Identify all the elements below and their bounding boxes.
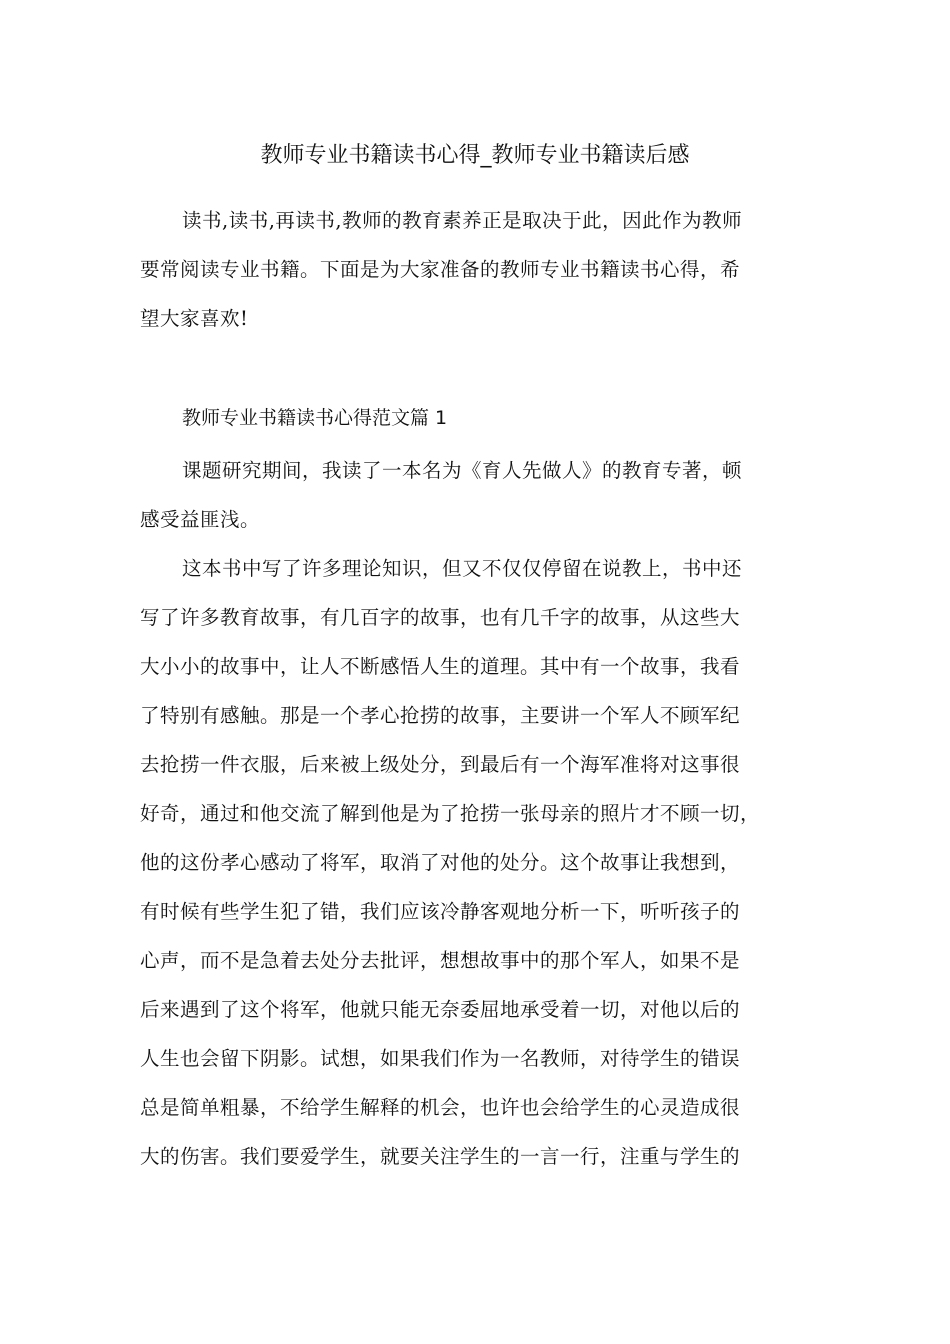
text-line: 写了许多教育故事，有几百字的故事，也有几千字的故事，从这些大: [140, 606, 741, 629]
text-line: 了特别有感触。那是一个孝心抢捞的故事，主要讲一个军人不顾军纪: [140, 704, 741, 727]
text-line: 读书,读书,再读书,教师的教育素养正是取决于此，因此作为教师: [182, 209, 743, 232]
text-line: 后来遇到了这个将军，他就只能无奈委屈地承受着一切，对他以后的: [140, 998, 741, 1021]
text-line: 总是简单粗暴，不给学生解释的机会，也许也会给学生的心灵造成很: [140, 1096, 741, 1119]
text-line: 望大家喜欢!: [140, 307, 249, 330]
text-line: 大的伤害。我们要爱学生，就要关注学生的一言一行，注重与学生的: [140, 1145, 741, 1168]
section-heading: 教师专业书籍读书心得范文篇 1: [182, 407, 448, 429]
text-line: 感受益匪浅。: [140, 508, 261, 531]
paragraph-1: [140, 446, 820, 544]
text-line: 课题研究期间，我读了一本名为《育人先做人》的教育专著，顿: [182, 459, 743, 482]
text-line: 去抢捞一件衣服，后来被上级处分，到最后有一个海军准将对这事很: [140, 753, 741, 776]
text-line: 他的这份孝心感动了将军，取消了对他的处分。这个故事让我想到，: [140, 851, 741, 874]
text-line: 这本书中写了许多理论知识，但又不仅仅停留在说教上，书中还: [182, 557, 743, 580]
text-line: 好奇，通过和他交流了解到他是为了抢捞一张母亲的照片才不顾一切，: [140, 802, 761, 825]
intro-paragraph: [140, 196, 820, 343]
paragraph-2: [140, 544, 820, 1181]
text-line: 大小小的故事中，让人不断感悟人生的道理。其中有一个故事，我看: [140, 655, 741, 678]
document-title: 教师专业书籍读书心得_教师专业书籍读后感: [260, 143, 690, 168]
text-line: 心声，而不是急着去处分去批评，想想故事中的那个军人，如果不是: [140, 949, 741, 972]
text-line: 要常阅读专业书籍。下面是为大家准备的教师专业书籍读书心得，希: [140, 258, 741, 281]
text-line: 有时候有些学生犯了错，我们应该冷静客观地分析一下，听听孩子的: [140, 900, 741, 923]
text-line: 人生也会留下阴影。试想，如果我们作为一名教师，对待学生的错误: [140, 1047, 741, 1070]
